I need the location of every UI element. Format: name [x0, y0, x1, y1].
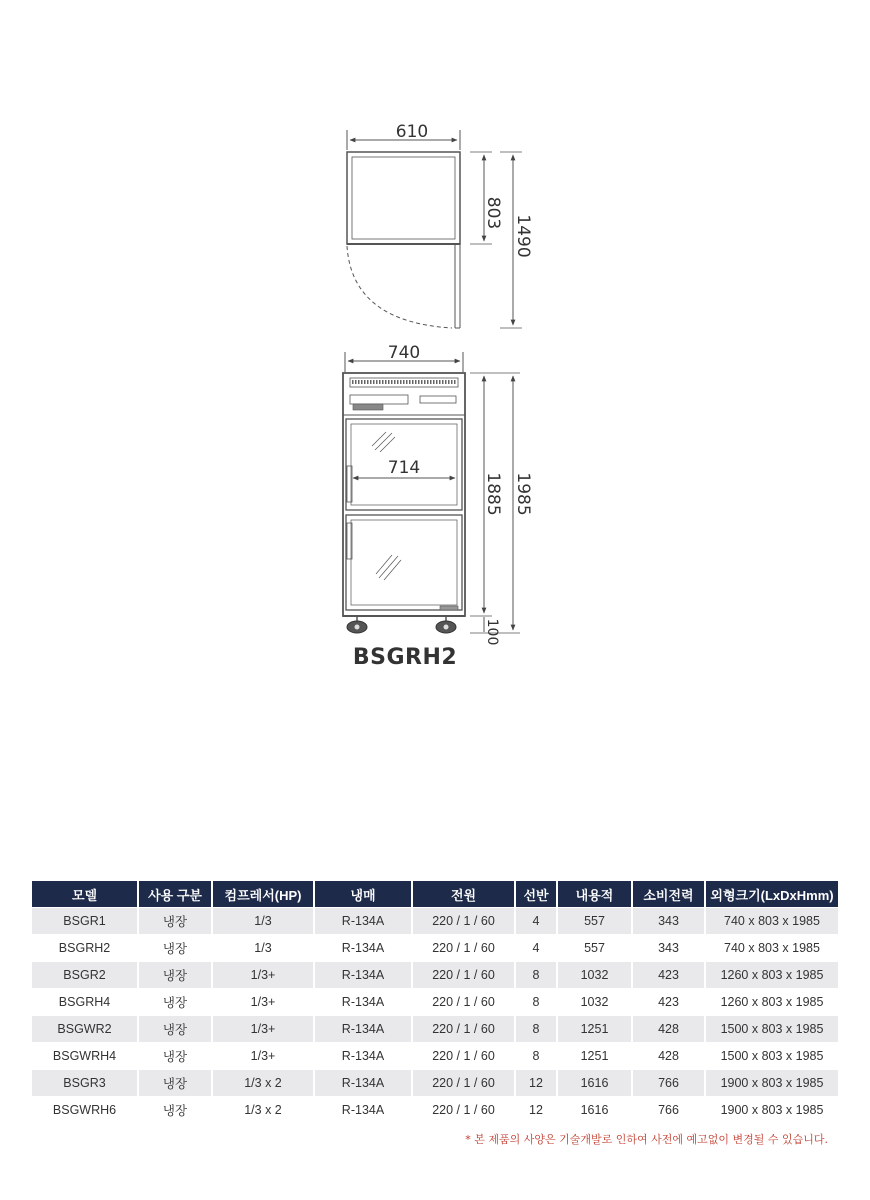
cell-dimensions: 1900 x 803 x 1985 — [705, 1070, 838, 1097]
cell-capacity: 1616 — [557, 1070, 632, 1097]
cell-consumption: 343 — [632, 908, 705, 935]
cell-refrigerant: R-134A — [314, 1043, 412, 1070]
top-width-label: 610 — [395, 122, 429, 142]
cell-usage: 냉장 — [138, 935, 212, 962]
cell-power: 220 / 1 / 60 — [412, 962, 515, 989]
cell-refrigerant: R-134A — [314, 1097, 412, 1124]
inner-width-label: 714 — [387, 458, 421, 478]
cell-power: 220 / 1 / 60 — [412, 1016, 515, 1043]
cell-dimensions: 1500 x 803 x 1985 — [705, 1016, 838, 1043]
cell-model: BSGRH2 — [32, 935, 138, 962]
cell-refrigerant: R-134A — [314, 935, 412, 962]
cell-power: 220 / 1 / 60 — [412, 908, 515, 935]
cell-shelves: 8 — [515, 1043, 557, 1070]
table-row — [32, 1070, 838, 1097]
cell-dimensions: 740 x 803 x 1985 — [705, 908, 838, 935]
cell-capacity: 1251 — [557, 1043, 632, 1070]
cell-usage: 냉장 — [138, 908, 212, 935]
cell-capacity: 1032 — [557, 962, 632, 989]
cell-compressor: 1/3+ — [212, 962, 314, 989]
cell-shelves: 12 — [515, 1097, 557, 1124]
cell-refrigerant: R-134A — [314, 1070, 412, 1097]
cell-refrigerant: R-134A — [314, 1016, 412, 1043]
cell-refrigerant: R-134A — [314, 962, 412, 989]
cell-consumption: 428 — [632, 1043, 705, 1070]
top-open-depth-label: 1490 — [513, 214, 533, 258]
cell-capacity: 1616 — [557, 1097, 632, 1124]
total-height-label: 1985 — [513, 472, 533, 516]
header-shelves: 선반 — [515, 881, 557, 908]
cell-shelves: 8 — [515, 962, 557, 989]
table-row — [32, 989, 838, 1016]
cell-consumption: 343 — [632, 935, 705, 962]
cell-usage: 냉장 — [138, 1097, 212, 1124]
cell-compressor: 1/3+ — [212, 989, 314, 1016]
front-width-label: 740 — [387, 343, 421, 363]
cell-power: 220 / 1 / 60 — [412, 1043, 515, 1070]
cell-dimensions: 1260 x 803 x 1985 — [705, 962, 838, 989]
header-capacity: 내용적 — [557, 881, 632, 908]
body-height-label: 1885 — [483, 472, 503, 516]
cell-model: BSGR3 — [32, 1070, 138, 1097]
cell-shelves: 4 — [515, 935, 557, 962]
cell-usage: 냉장 — [138, 989, 212, 1016]
cell-dimensions: 1900 x 803 x 1985 — [705, 1097, 838, 1124]
header-power: 전원 — [412, 881, 515, 908]
table-row — [32, 1016, 838, 1043]
cell-dimensions: 740 x 803 x 1985 — [705, 935, 838, 962]
cell-compressor: 1/3+ — [212, 1016, 314, 1043]
cell-shelves: 8 — [515, 989, 557, 1016]
table-row — [32, 1043, 838, 1070]
model-title: BSGRH2 — [352, 645, 458, 670]
cell-model: BSGR2 — [32, 962, 138, 989]
cell-capacity: 557 — [557, 935, 632, 962]
cell-consumption: 766 — [632, 1097, 705, 1124]
cell-refrigerant: R-134A — [314, 989, 412, 1016]
header-usage: 사용 구분 — [138, 881, 212, 908]
cell-power: 220 / 1 / 60 — [412, 1070, 515, 1097]
cell-capacity: 1251 — [557, 1016, 632, 1043]
cell-model: BSGWRH6 — [32, 1097, 138, 1124]
cell-power: 220 / 1 / 60 — [412, 989, 515, 1016]
header-consumption: 소비전력 — [632, 881, 705, 908]
cell-compressor: 1/3 — [212, 935, 314, 962]
cell-power: 220 / 1 / 60 — [412, 935, 515, 962]
cell-capacity: 557 — [557, 908, 632, 935]
cell-refrigerant: R-134A — [314, 908, 412, 935]
table-row — [32, 962, 838, 989]
caster-height-label: 100 — [484, 618, 500, 646]
cell-shelves: 12 — [515, 1070, 557, 1097]
cell-model: BSGWRH4 — [32, 1043, 138, 1070]
table-row — [32, 1097, 838, 1124]
cell-compressor: 1/3 — [212, 908, 314, 935]
cell-power: 220 / 1 / 60 — [412, 1097, 515, 1124]
header-compressor: 컴프레서(HP) — [212, 881, 314, 908]
table-header-row — [32, 881, 838, 908]
header-refrigerant: 냉매 — [314, 881, 412, 908]
cell-compressor: 1/3+ — [212, 1043, 314, 1070]
cell-compressor: 1/3 x 2 — [212, 1070, 314, 1097]
cell-compressor: 1/3 x 2 — [212, 1097, 314, 1124]
cell-consumption: 423 — [632, 989, 705, 1016]
cell-model: BSGWR2 — [32, 1016, 138, 1043]
cell-usage: 냉장 — [138, 1016, 212, 1043]
cell-model: BSGRH4 — [32, 989, 138, 1016]
cell-shelves: 8 — [515, 1016, 557, 1043]
cell-consumption: 766 — [632, 1070, 705, 1097]
header-dimensions: 외형크기(LxDxHmm) — [705, 881, 838, 908]
cell-model: BSGR1 — [32, 908, 138, 935]
cell-usage: 냉장 — [138, 1043, 212, 1070]
spec-change-note: * 본 제품의 사양은 기술개발로 인하여 사전에 예고없이 변경될 수 있습니다. — [465, 1133, 828, 1146]
header-model: 모델 — [32, 881, 138, 908]
cell-dimensions: 1260 x 803 x 1985 — [705, 989, 838, 1016]
cell-usage: 냉장 — [138, 1070, 212, 1097]
cell-usage: 냉장 — [138, 962, 212, 989]
cell-consumption: 428 — [632, 1016, 705, 1043]
cell-capacity: 1032 — [557, 989, 632, 1016]
table-row — [32, 935, 838, 962]
top-depth-label: 803 — [483, 196, 503, 230]
cell-shelves: 4 — [515, 908, 557, 935]
cell-consumption: 423 — [632, 962, 705, 989]
cell-dimensions: 1500 x 803 x 1985 — [705, 1043, 838, 1070]
table-row — [32, 908, 838, 935]
spec-table — [32, 881, 838, 1123]
